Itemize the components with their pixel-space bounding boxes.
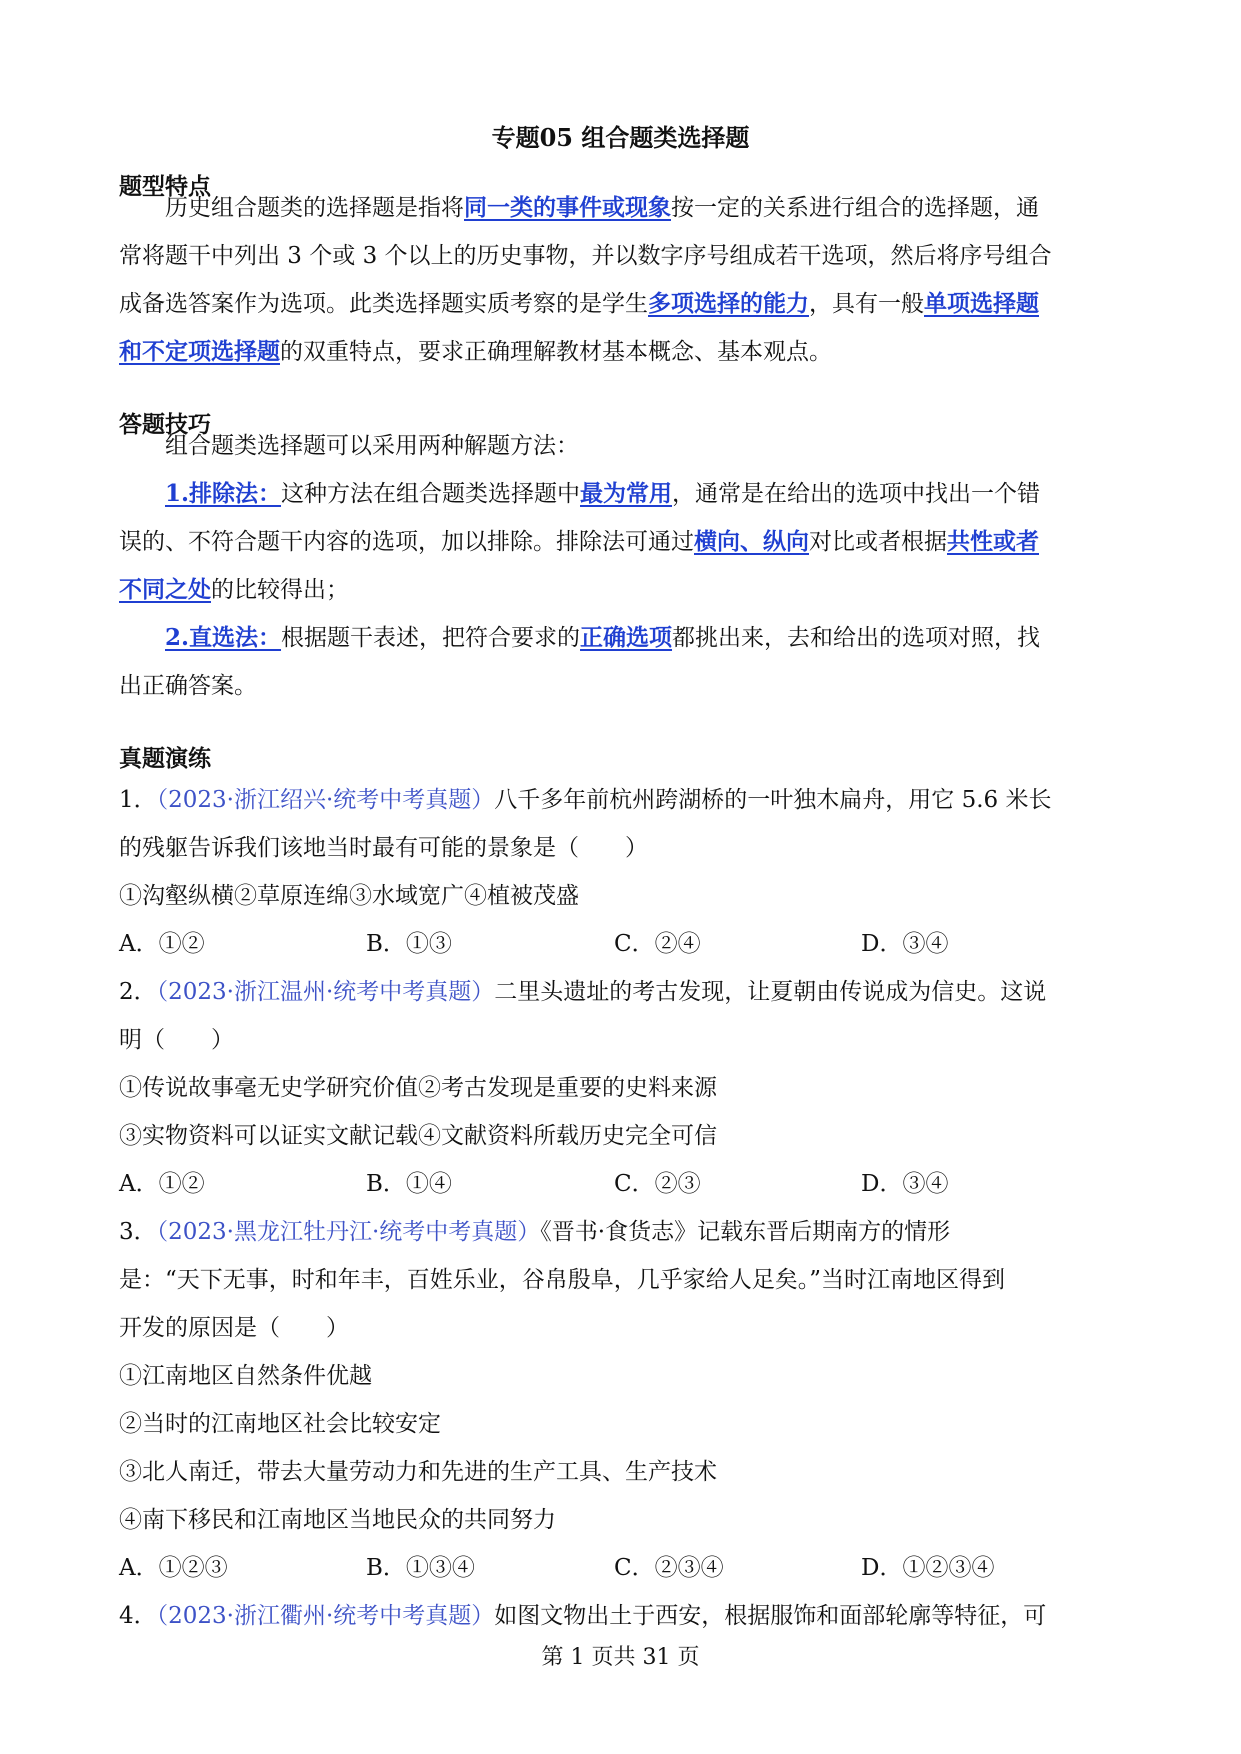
- question-number: 1．: [119, 787, 157, 813]
- question-source: （2023·浙江衢州·统考中考真题）: [156, 1603, 495, 1629]
- option-b[interactable]: B．①③: [366, 931, 452, 957]
- option-b[interactable]: B．①④: [366, 1171, 452, 1197]
- question-statement: ③北人南迁，带去大量劳动力和先进的生产工具、生产技术: [119, 1459, 717, 1485]
- highlight-term: 正确选项: [580, 624, 673, 651]
- option-d[interactable]: D．③④: [861, 1171, 949, 1197]
- question-1: [119, 776, 1119, 920]
- highlight-term: 最为常用: [580, 480, 673, 507]
- question-source: （2023·浙江绍兴·统考中考真题）: [156, 787, 495, 813]
- tips-text: 根据题干表述，把符合要求的: [281, 625, 581, 651]
- option-a[interactable]: A．①②③: [119, 1555, 228, 1581]
- option-c[interactable]: C．②③: [614, 1171, 701, 1197]
- tips-text: 都挑出来，去和给出的选项对照，找: [672, 625, 1041, 651]
- intro-text: 常将题干中列出 3 个或 3 个以上的历史事物，并以数字序号组成若干选项，然后将序号组合: [119, 243, 1052, 269]
- question-stem: 《晋书·食货志》记载东晋后期南方的情形: [540, 1219, 951, 1245]
- question-number: 3．: [119, 1219, 157, 1245]
- tips-text: ，通常是在给出的选项中找出一个错: [672, 481, 1041, 507]
- highlight-term: 多项选择的能力: [648, 290, 809, 317]
- question-statement: ①沟壑纵横②草原连绵③水域宽广④植被茂盛: [119, 883, 579, 909]
- question-3: [119, 1208, 1119, 1544]
- section-heading-practice: 真题演练: [119, 745, 211, 772]
- tips-text: 组合题类选择题可以采用两种解题方法：: [165, 433, 579, 459]
- question-stem: 八千多年前杭州跨湖桥的一叶独木扁舟，用它 5.6 米长: [494, 787, 1052, 813]
- option-a[interactable]: A．①②: [119, 1171, 205, 1197]
- question-2: [119, 968, 1119, 1160]
- highlight-term: 单项选择题: [924, 290, 1039, 317]
- question-2-options: [119, 1160, 1119, 1208]
- question-number: 2．: [119, 979, 157, 1005]
- intro-text: 按一定的关系进行组合的选择题，通: [671, 195, 1039, 221]
- question-stem: 如图文物出土于西安，根据服饰和面部轮廓等特征，可: [494, 1603, 1047, 1629]
- section-heading-features: 题型特点: [119, 173, 211, 200]
- section-heading-tips: 答题技巧: [119, 411, 211, 438]
- option-c[interactable]: C．②④: [614, 931, 701, 957]
- tips-text: 误的、不符合题干内容的选项，加以排除。排除法可通过: [119, 529, 694, 555]
- option-d[interactable]: D．③④: [861, 931, 949, 957]
- question-stem: 二里头遗址的考古发现，让夏朝由传说成为信史。这说: [494, 979, 1047, 1005]
- tips-text: 出正确答案。: [119, 673, 257, 699]
- highlight-term: 同一类的事件或现象: [464, 194, 671, 221]
- highlight-term: 横向、纵向: [694, 528, 809, 555]
- question-number: 4．: [119, 1603, 157, 1629]
- question-statement: ③实物资料可以证实文献记载④文献资料所载历史完全可信: [119, 1123, 717, 1149]
- method-label: 2.直选法：: [165, 624, 282, 651]
- question-stem: 明（ ）: [119, 1027, 234, 1053]
- tips-paragraph: [119, 422, 1119, 710]
- option-a[interactable]: A．①②: [119, 931, 205, 957]
- question-stem: 是：“天下无事，时和年丰，百姓乐业，谷帛殷阜，几乎家给人足矣。”当时江南地区得到: [119, 1267, 1006, 1293]
- question-source: （2023·浙江温州·统考中考真题）: [156, 979, 495, 1005]
- question-statement: ①江南地区自然条件优越: [119, 1363, 372, 1389]
- option-d[interactable]: D．①②③④: [861, 1555, 995, 1581]
- intro-text: 成备选答案作为选项。此类选择题实质考察的是学生: [119, 291, 648, 317]
- intro-text: 的双重特点，要求正确理解教材基本概念、基本观点。: [280, 339, 832, 365]
- highlight-term: 和不定项选择题: [119, 338, 280, 365]
- intro-text: 历史组合题类的选择题是指将: [165, 195, 464, 221]
- tips-text: 的比较得出；: [211, 577, 349, 603]
- question-4: [119, 1592, 1119, 1640]
- question-source: （2023·黑龙江牡丹江·统考中考真题）: [156, 1219, 541, 1245]
- intro-text: ，具有一般: [809, 291, 924, 317]
- question-3-options: [119, 1544, 1119, 1592]
- option-b[interactable]: B．①③④: [366, 1555, 475, 1581]
- highlight-term: 不同之处: [119, 576, 211, 603]
- option-c[interactable]: C．②③④: [614, 1555, 724, 1581]
- method-label: 1.排除法：: [165, 480, 282, 507]
- highlight-term: 共性或者: [947, 528, 1039, 555]
- question-stem: 开发的原因是（ ）: [119, 1315, 349, 1341]
- intro-paragraph: [119, 184, 1119, 376]
- question-statement: ④南下移民和江南地区当地民众的共同努力: [119, 1507, 556, 1533]
- page-footer: 第 1 页共 31 页: [541, 1645, 700, 1670]
- question-statement: ②当时的江南地区社会比较安定: [119, 1411, 441, 1437]
- tips-text: 对比或者根据: [809, 529, 947, 555]
- page-title: 专题05 组合题类选择题: [491, 123, 750, 152]
- question-statement: ①传说故事毫无史学研究价值②考古发现是重要的史料来源: [119, 1075, 717, 1101]
- question-1-options: [119, 920, 1119, 968]
- tips-text: 这种方法在组合题类选择题中: [281, 481, 581, 507]
- question-stem: 的残躯告诉我们该地当时最有可能的景象是（ ）: [119, 835, 648, 861]
